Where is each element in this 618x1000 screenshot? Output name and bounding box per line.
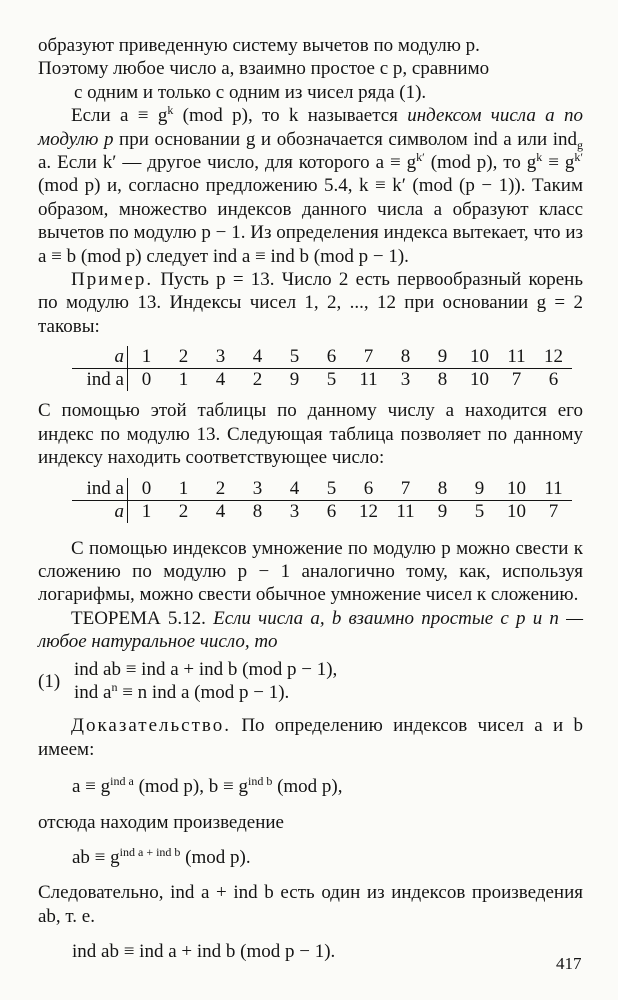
table1-row1-cell: 8 <box>387 346 424 369</box>
index-term: индексом числа a по модулю p <box>38 105 583 150</box>
proof: Доказательство. По определению индексов чисел a и b имеем: <box>38 715 583 760</box>
formula-line-1: ind ab ≡ ind a + ind b (mod p − 1), <box>74 658 338 680</box>
table2-row2-cell: 5 <box>474 500 485 522</box>
theorem-text: Если числа a, b взаимно простые с p и n — любое натуральное число, то <box>38 607 583 653</box>
table1-row1-cell: 7 <box>350 346 387 369</box>
table1-row2-cell: 4 <box>215 369 226 391</box>
table1-row1-cell: 9 <box>424 346 461 369</box>
table1-row1-cell: 6 <box>313 346 350 369</box>
equation-a-b: $a \equiv g^{ind a}$ (mod p), $b \equiv g^{ind b}$ (mod p), <box>72 774 343 798</box>
formula-number: (1) <box>38 670 61 692</box>
table1-row2-cell: 3 <box>400 369 411 391</box>
table2-row1-cell: 5 <box>313 478 350 501</box>
table2-row2-cell: 12 <box>359 500 378 522</box>
table2-row2-cell: 9 <box>437 500 448 522</box>
table1-row1-cell: 2 <box>165 346 202 369</box>
paragraph-multiplication: С помощью индексов умножение по модулю p можно свести к сложению по модулю p − 1 аналогично тому, как, используя логарифмы, можно свести обычное умножение чисел к сложению. <box>38 537 583 606</box>
theorem-label: ТЕОРЕМА 5.12. <box>71 607 206 629</box>
table2-row1-cell: 2 <box>202 478 239 501</box>
table1-row2-cell: 0 <box>141 369 152 391</box>
table1-row1-cell: 5 <box>276 346 313 369</box>
equation-product: ab ≡ $g^{ind a + ind b}$ (mod p). <box>72 844 251 868</box>
table1-row1-cell: 3 <box>202 346 239 369</box>
table2-row2-cell: 4 <box>215 500 226 522</box>
table2-row1-cell: 11 <box>535 478 572 501</box>
table1-row2-cell: 8 <box>437 369 448 391</box>
table1-row1-cell: 10 <box>461 346 498 369</box>
table2-row1-label: ind a <box>72 478 128 501</box>
intro-line-1: образуют приведенную систему вычетов по модулю p. <box>38 35 480 56</box>
table1-row1-label: a <box>72 346 128 369</box>
final-equation: ind ab ≡ ind a + ind b (mod p − 1). <box>72 941 336 963</box>
index-table-1 <box>72 346 572 391</box>
table2-row1-cell: 3 <box>239 478 276 501</box>
table2-row1-cell: 0 <box>128 478 166 501</box>
table2-row2-label: a <box>72 500 128 523</box>
table1-row2-label: ind a <box>72 369 128 392</box>
index-table-2 <box>72 478 572 523</box>
page-content <box>38 34 583 964</box>
table2-row2-cell: 6 <box>326 500 337 522</box>
table2-row2-cell: 11 <box>396 500 415 522</box>
table1-row2-cell: 1 <box>178 369 189 391</box>
formula-1 <box>38 658 583 705</box>
table2-row1-cell: 6 <box>350 478 387 501</box>
table1-row1-cell: 11 <box>498 346 535 369</box>
table2-row2-cell: 2 <box>178 500 189 522</box>
table1-row2-cell: 2 <box>252 369 263 391</box>
intro-line-3: с одним и только с одним из чисел ряда (1). <box>74 81 427 103</box>
paragraph-after-table-1: С помощью этой таблицы по данному числу a находится его индекс по модулю 13. Следующая таблица позволяет по данному индексу находить соответствующее число: <box>38 400 583 469</box>
table2-row2-cell: 3 <box>289 500 300 522</box>
table2-row2-cell: 7 <box>548 500 559 522</box>
table2-row2-cell: 1 <box>141 500 152 522</box>
table2-row2-cell: 8 <box>252 500 263 522</box>
paragraph-conclusion: Следовательно, ind a + ind b есть один из индексов произведения ab, т. е. <box>38 882 583 927</box>
table1-row2-cell: 6 <box>548 369 559 391</box>
table2-row1-cell: 9 <box>461 478 498 501</box>
page-number: 417 <box>556 954 582 973</box>
table1-row2-cell: 11 <box>359 369 378 391</box>
table2-row1-cell: 4 <box>276 478 313 501</box>
table2-row1-cell: 1 <box>165 478 202 501</box>
formula-line-2: ind $a^n \equiv n$ ind a (mod p − 1). <box>74 679 290 703</box>
paragraph-index-definition: Если $a \equiv g^k$ (mod p), то k называется индексом числа a по модулю p при основании g и обозначается символом ind a или ind$_g$ a. Если k′ — другое число, для которого $a \equiv g^{k'}$ (mod p), то $g^k \equiv g^{k'}$ (mod p) и, согласно предложению 5.4, k ≡ k′ (mod (p − 1)). Таким образом, множество индексов данного числа a образуют класс вычетов по модулю p − 1. Из определения индекса вытекает, что из a ≡ b (mod p) следует ind a ≡ ind b (mod p − 1). <box>38 103 584 267</box>
theorem <box>38 607 583 654</box>
intro-line-2: Поэтому любое число a, взаимно простое с p, сравнимо <box>38 58 490 80</box>
table1-row2-cell: 7 <box>511 369 522 391</box>
table2-row2-cell: 10 <box>507 500 526 522</box>
table1-row1-cell: 4 <box>239 346 276 369</box>
table2-row1-cell: 8 <box>424 478 461 501</box>
table2-row1-cell: 7 <box>387 478 424 501</box>
table1-row1-cell: 12 <box>535 346 572 369</box>
table1-row2-cell: 9 <box>289 369 300 391</box>
table1-row1-cell: 1 <box>128 346 166 369</box>
table1-row2-cell: 5 <box>326 369 337 391</box>
table1-row2-cell: 10 <box>470 369 489 391</box>
table2-row1-cell: 10 <box>498 478 535 501</box>
paragraph-example: Пример. Пусть p = 13. Число 2 есть первообразный корень по модулю 13. Индексы чисел 1, 2, ..., 12 при основании g = 2 таковы: <box>38 269 583 337</box>
proof-label: Доказательство. <box>71 715 231 737</box>
paragraph-product: отсюда находим произведение <box>38 811 284 833</box>
example-label: Пример. <box>71 269 154 291</box>
paragraph-intro <box>38 34 583 104</box>
